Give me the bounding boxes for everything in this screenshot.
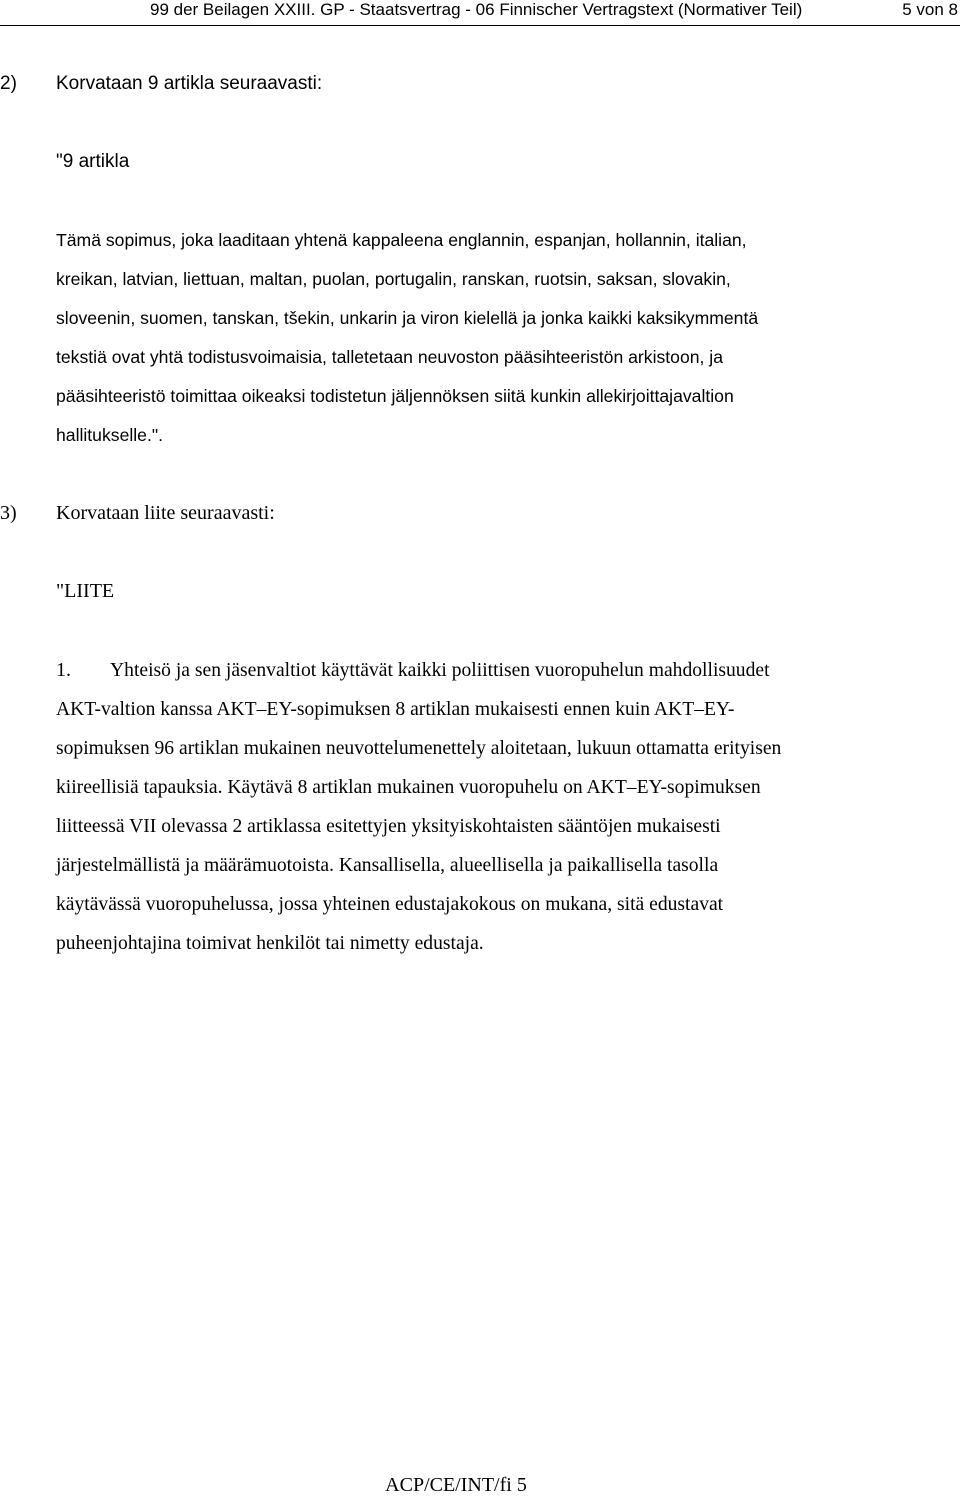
header-document-title: 99 der Beilagen XXIII. GP - Staatsvertrag - 06 Finnischer Vertragstext (Normativer Teil) — [150, 0, 803, 19]
footer-document-code: ACP/CE/INT/fi 5 — [385, 1474, 527, 1496]
item-3-number: 3) — [0, 502, 17, 524]
annex-line: kiireellisiä tapauksia. Käytävä 8 artiklan mukainen vuoropuhelu on AKT–EY-sopimuksen — [56, 777, 761, 798]
article-9-body — [56, 221, 936, 455]
header-divider — [0, 25, 960, 26]
article-9-heading: "9 artikla — [56, 151, 130, 172]
annex-paragraph-1 — [56, 651, 936, 963]
annex-line: liitteessä VII olevassa 2 artiklassa esitettyjen yksityiskohtaisten sääntöjen mukaisesti — [56, 816, 721, 837]
annex-line: käytävässä vuoropuhelussa, jossa yhteinen edustajakokous on mukana, sitä edustavat — [56, 894, 724, 915]
annex-paragraph-number: 1. — [56, 659, 71, 681]
item-3 — [0, 502, 275, 525]
article-9-line: Tämä sopimus, joka laaditaan yhtenä kappaleena englannin, espanjan, hollannin, italian, — [56, 230, 747, 250]
item-2-number: 2) — [0, 73, 17, 94]
article-9-line: sloveenin, suomen, tanskan, tšekin, unkarin ja viron kielellä ja jonka kaikki kaksikymmentä — [56, 308, 759, 328]
annex-line: sopimuksen 96 artiklan mukainen neuvottelumenettely aloitetaan, lukuun ottamatta erityisen — [56, 738, 782, 759]
item-3-text: Korvataan liite seuraavasti: — [56, 502, 275, 524]
item-2-text: Korvataan 9 artikla seuraavasti: — [56, 73, 323, 94]
annex-line: järjestelmällistä ja määrämuotoista. Kansallisella, alueellisella ja paikallisella tasolla — [56, 855, 719, 876]
annex-line: puheenjohtajina toimivat henkilöt tai nimetty edustaja. — [56, 933, 484, 954]
annex-heading: "LIITE — [56, 580, 115, 602]
article-9-line: tekstiä ovat yhtä todistusvoimaisia, talletetaan neuvoston pääsihteeristön arkistoon, ja — [56, 347, 723, 367]
item-2 — [0, 73, 323, 95]
page-header — [0, 0, 960, 24]
article-9-line: kreikan, latvian, liettuan, maltan, puolan, portugalin, ranskan, ruotsin, saksan, slovakin, — [56, 269, 731, 289]
annex-line: AKT-valtion kanssa AKT–EY-sopimuksen 8 artiklan mukaisesti ennen kuin AKT–EY- — [56, 699, 735, 720]
header-page-number: 5 von 8 — [902, 0, 958, 19]
article-9-line: pääsihteeristö toimittaa oikeaksi todistetun jäljennöksen siitä kunkin allekirjoittajavaltion — [56, 386, 734, 406]
article-9-line: hallitukselle.". — [56, 425, 163, 445]
annex-line: Yhteisö ja sen jäsenvaltiot käyttävät kaikki poliittisen vuoropuhelun mahdollisuudet — [110, 660, 770, 681]
page-footer — [0, 1474, 960, 1496]
